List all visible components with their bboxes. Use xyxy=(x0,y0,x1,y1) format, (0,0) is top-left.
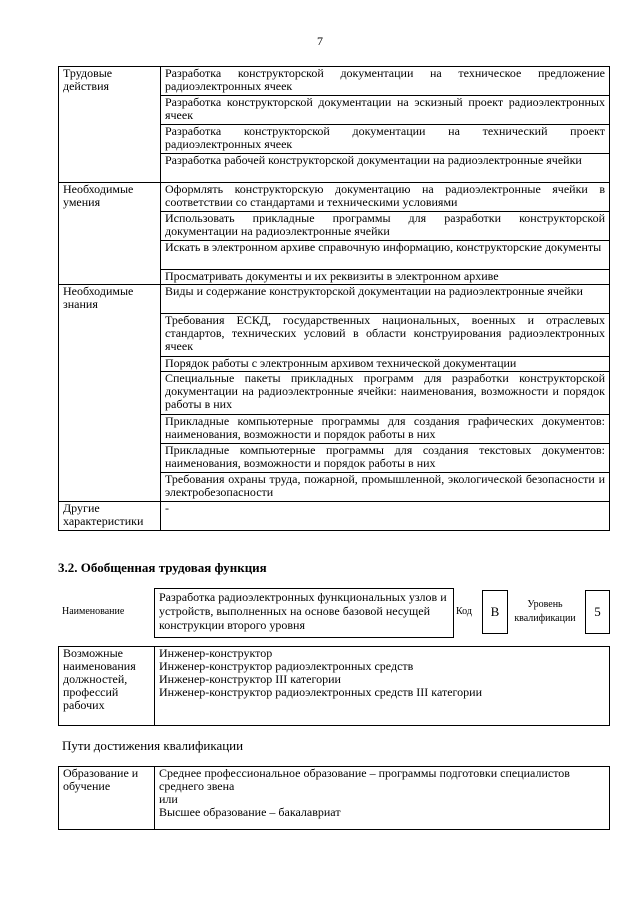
table-cell: Разработка конструкторской документации на эскизный проект радиоэлектронных ячеек xyxy=(161,96,610,125)
paths-title: Пути достижения квалификации xyxy=(62,738,244,753)
table-cell: - xyxy=(161,502,610,531)
education-label: Образование и обучение xyxy=(59,767,155,830)
row-label-knowledge: Необходимые знания xyxy=(59,285,161,502)
table-cell: Разработка рабочей конструкторской документации на радиоэлектронные ячейки xyxy=(161,154,610,183)
code-box: B xyxy=(482,590,508,634)
education-list xyxy=(155,767,610,830)
list-item: или xyxy=(159,792,178,806)
list-item: Инженер-конструктор радиоэлектронных средств III категории xyxy=(159,685,482,699)
table-cell: Порядок работы с электронным архивом технической документации xyxy=(161,357,610,372)
table-cell: Разработка конструкторской документации на технический проект радиоэлектронных ячеек xyxy=(161,125,610,154)
row-label-skills: Необходимые умения xyxy=(59,183,161,285)
labor-functions-table xyxy=(58,66,610,531)
level-box: 5 xyxy=(585,590,610,634)
positions-label: Возможные наименования должностей, профессий рабочих xyxy=(59,647,155,726)
table-cell: Использовать прикладные программы для разработки конструкторской документации на радиоэлектронные ячейки xyxy=(161,212,610,241)
section-title: 3.2. Обобщенная трудовая функция xyxy=(58,560,267,575)
row-label-other: Другие характеристики xyxy=(59,502,161,531)
table-cell: Разработка конструкторской документации на техническое предложение радиоэлектронных ячеек xyxy=(161,67,610,96)
positions-list xyxy=(155,647,610,726)
row-label-labor-actions: Трудовые действия xyxy=(59,67,161,183)
table-cell: Требования ЕСКД, государственных национальных, военных и отраслевых стандартов, технических условий в области конструирования радиоэлектронных ячеек xyxy=(161,314,610,357)
list-item: Высшее образование – бакалавриат xyxy=(159,805,341,819)
education-table xyxy=(58,766,610,830)
table-cell: Искать в электронном архиве справочную информацию, конструкторские документы xyxy=(161,241,610,270)
list-item: Инженер-конструктор III категории xyxy=(159,672,341,686)
table-cell: Специальные пакеты прикладных программ для разработки конструкторской документации на радиоэлектронные ячейки: наименования, возможности и порядок работы в них xyxy=(161,372,610,415)
function-name-box: Разработка радиоэлектронных функциональных узлов и устройств, выполненных на основе базовой несущей конструкции второго уровня xyxy=(154,588,454,638)
positions-table xyxy=(58,646,610,726)
page-number: 7 xyxy=(317,34,323,48)
list-item: Инженер-конструктор радиоэлектронных средств xyxy=(159,659,414,673)
table-cell: Оформлять конструкторскую документацию на радиоэлектронные ячейки в соответствии со стандартами и техническими условиями xyxy=(161,183,610,212)
table-cell: Виды и содержание конструкторской документации на радиоэлектронные ячейки xyxy=(161,285,610,314)
table-cell: Требования охраны труда, пожарной, промышленной, экологической безопасности и электробезопасности xyxy=(161,473,610,502)
general-function-block xyxy=(58,588,610,640)
table-cell: Прикладные компьютерные программы для создания графических документов: наименования, возможности и порядок работы в них xyxy=(161,415,610,444)
name-label: Наименование xyxy=(62,606,125,617)
list-item: Среднее профессиональное образование – программы подготовки специалистов среднего звена xyxy=(159,766,570,793)
table-cell: Прикладные компьютерные программы для создания текстовых документов: наименования, возможности и порядок работы в них xyxy=(161,444,610,473)
table-cell: Просматривать документы и их реквизиты в электронном архиве xyxy=(161,270,610,285)
list-item: Инженер-конструктор xyxy=(159,646,273,660)
code-label: Код xyxy=(456,606,472,617)
level-label: Уровень квалификации xyxy=(514,599,576,624)
